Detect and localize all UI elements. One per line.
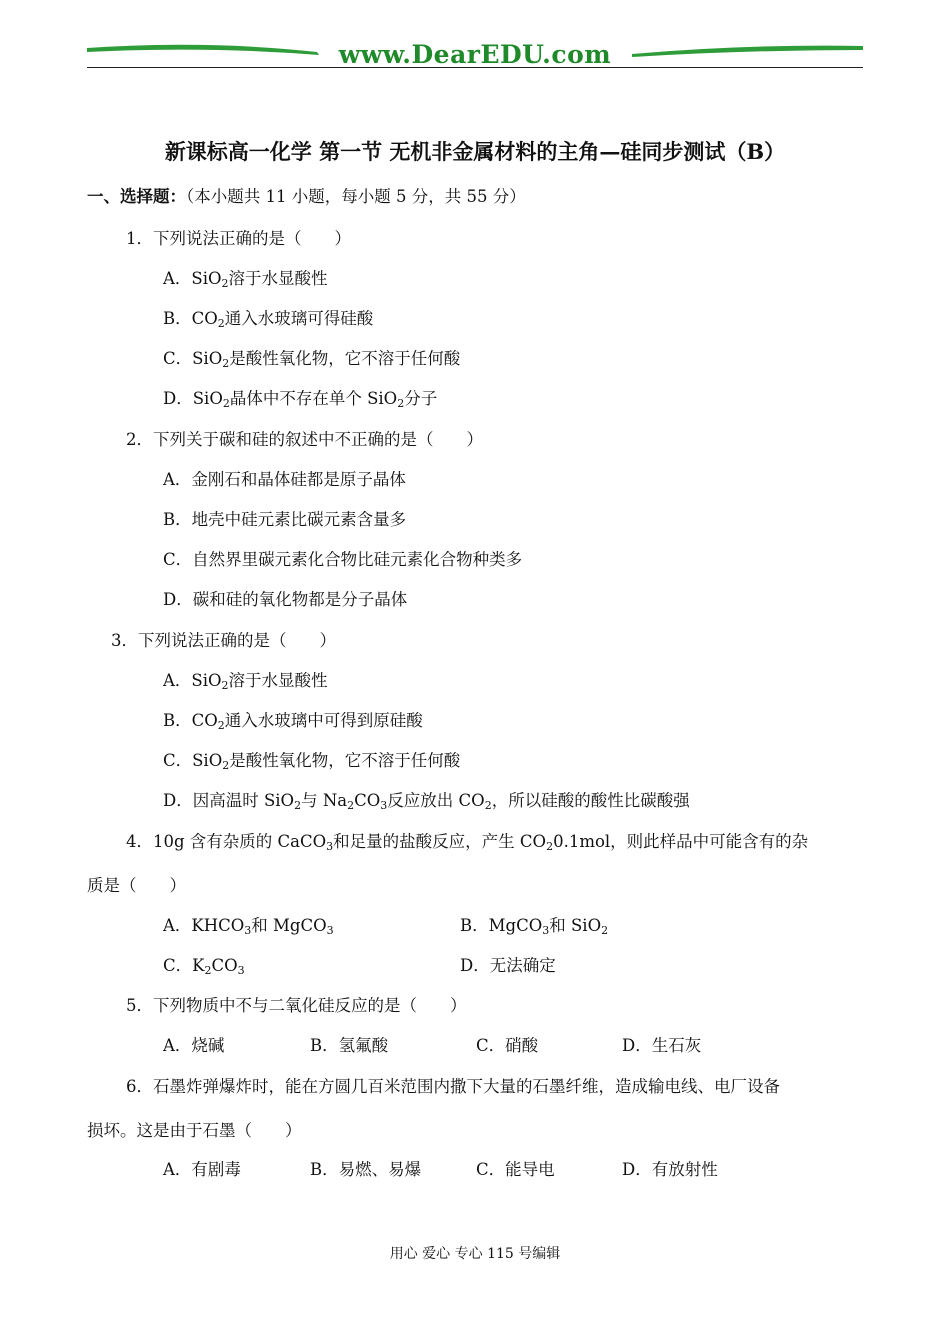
page-title: 新课标高一化学 第一节 无机非金属材料的主角—硅同步测试（B） bbox=[164, 139, 786, 164]
option: C．自然界里碳元素化合物比硅元素化合物种类多 bbox=[163, 550, 523, 569]
question-stem-continued: 损坏。这是由于石墨（ ） bbox=[87, 1121, 302, 1140]
option: D．生石灰 bbox=[622, 1036, 702, 1055]
option: C．$K_2CO_3$ bbox=[163, 956, 245, 977]
question-stem: 3．下列说法正确的是（ ） bbox=[111, 631, 336, 650]
option: C．SiO$_2$是酸性氧化物，它不溶于任何酸 bbox=[163, 349, 461, 370]
option: A．$KHCO_3$和 MgCO$_3$ bbox=[163, 916, 334, 937]
option: A．有剧毒 bbox=[163, 1160, 241, 1179]
option: C．能导电 bbox=[476, 1160, 555, 1179]
section-heading bbox=[87, 183, 526, 207]
option: C．SiO$_2$是酸性氧化物，它不溶于任何酸 bbox=[163, 751, 461, 772]
option: A．SiO$_2$溶于水显酸性 bbox=[163, 671, 328, 692]
option: A．金刚石和晶体硅都是原子晶体 bbox=[163, 470, 406, 489]
option: B．地壳中硅元素比碳元素含量多 bbox=[163, 510, 407, 529]
header-rule bbox=[87, 67, 863, 68]
option: D．因高温时 SiO$_2$与 $Na_2CO_3$反应放出 $CO_2$，所以硅酸的酸性比碳酸强 bbox=[163, 791, 690, 812]
question-stem: 4．10g 含有杂质的 CaCO$_3$和足量的盐酸反应，产生 $CO_20.1mol$，则此样品中可能含有的杂 bbox=[126, 832, 809, 853]
question-stem-continued: 质是（ ） bbox=[87, 876, 186, 895]
section-label: 一、选择题： bbox=[87, 187, 186, 206]
question-stem: 2．下列关于碳和硅的叙述中不正确的是（ ） bbox=[126, 430, 483, 449]
option: C．硝酸 bbox=[476, 1036, 539, 1055]
option: D．无法确定 bbox=[460, 956, 556, 975]
option: B．易燃、易爆 bbox=[310, 1160, 422, 1179]
site-logo: www.DearEDU.com bbox=[338, 40, 612, 69]
option: B．$CO_2$通入水玻璃中可得到原硅酸 bbox=[163, 711, 423, 732]
page-footer: 用心 爱心 专心 115 号编辑 bbox=[389, 1246, 561, 1262]
question-stem: 6．石墨炸弹爆炸时，能在方圆几百米范围内撒下大量的石墨纤维，造成输电线、电厂设备 bbox=[126, 1077, 780, 1096]
option: A．SiO$_2$溶于水显酸性 bbox=[163, 269, 328, 290]
option: D．SiO$_2$晶体中不存在单个 SiO$_2$分子 bbox=[163, 389, 438, 410]
option: D．碳和硅的氧化物都是分子晶体 bbox=[163, 590, 408, 609]
option: D．有放射性 bbox=[622, 1160, 718, 1179]
option: B．氢氟酸 bbox=[310, 1036, 389, 1055]
question-stem: 1．下列说法正确的是（ ） bbox=[126, 229, 351, 248]
section-note: （本小题共 11 小题，每小题 5 分，共 55 分） bbox=[186, 187, 526, 206]
option: B．$CO_2$通入水玻璃可得硅酸 bbox=[163, 309, 374, 330]
option: B．MgCO$_3$和 SiO$_2$ bbox=[460, 916, 609, 937]
option: A．烧碱 bbox=[163, 1036, 225, 1055]
question-stem: 5．下列物质中不与二氧化硅反应的是（ ） bbox=[126, 996, 467, 1015]
